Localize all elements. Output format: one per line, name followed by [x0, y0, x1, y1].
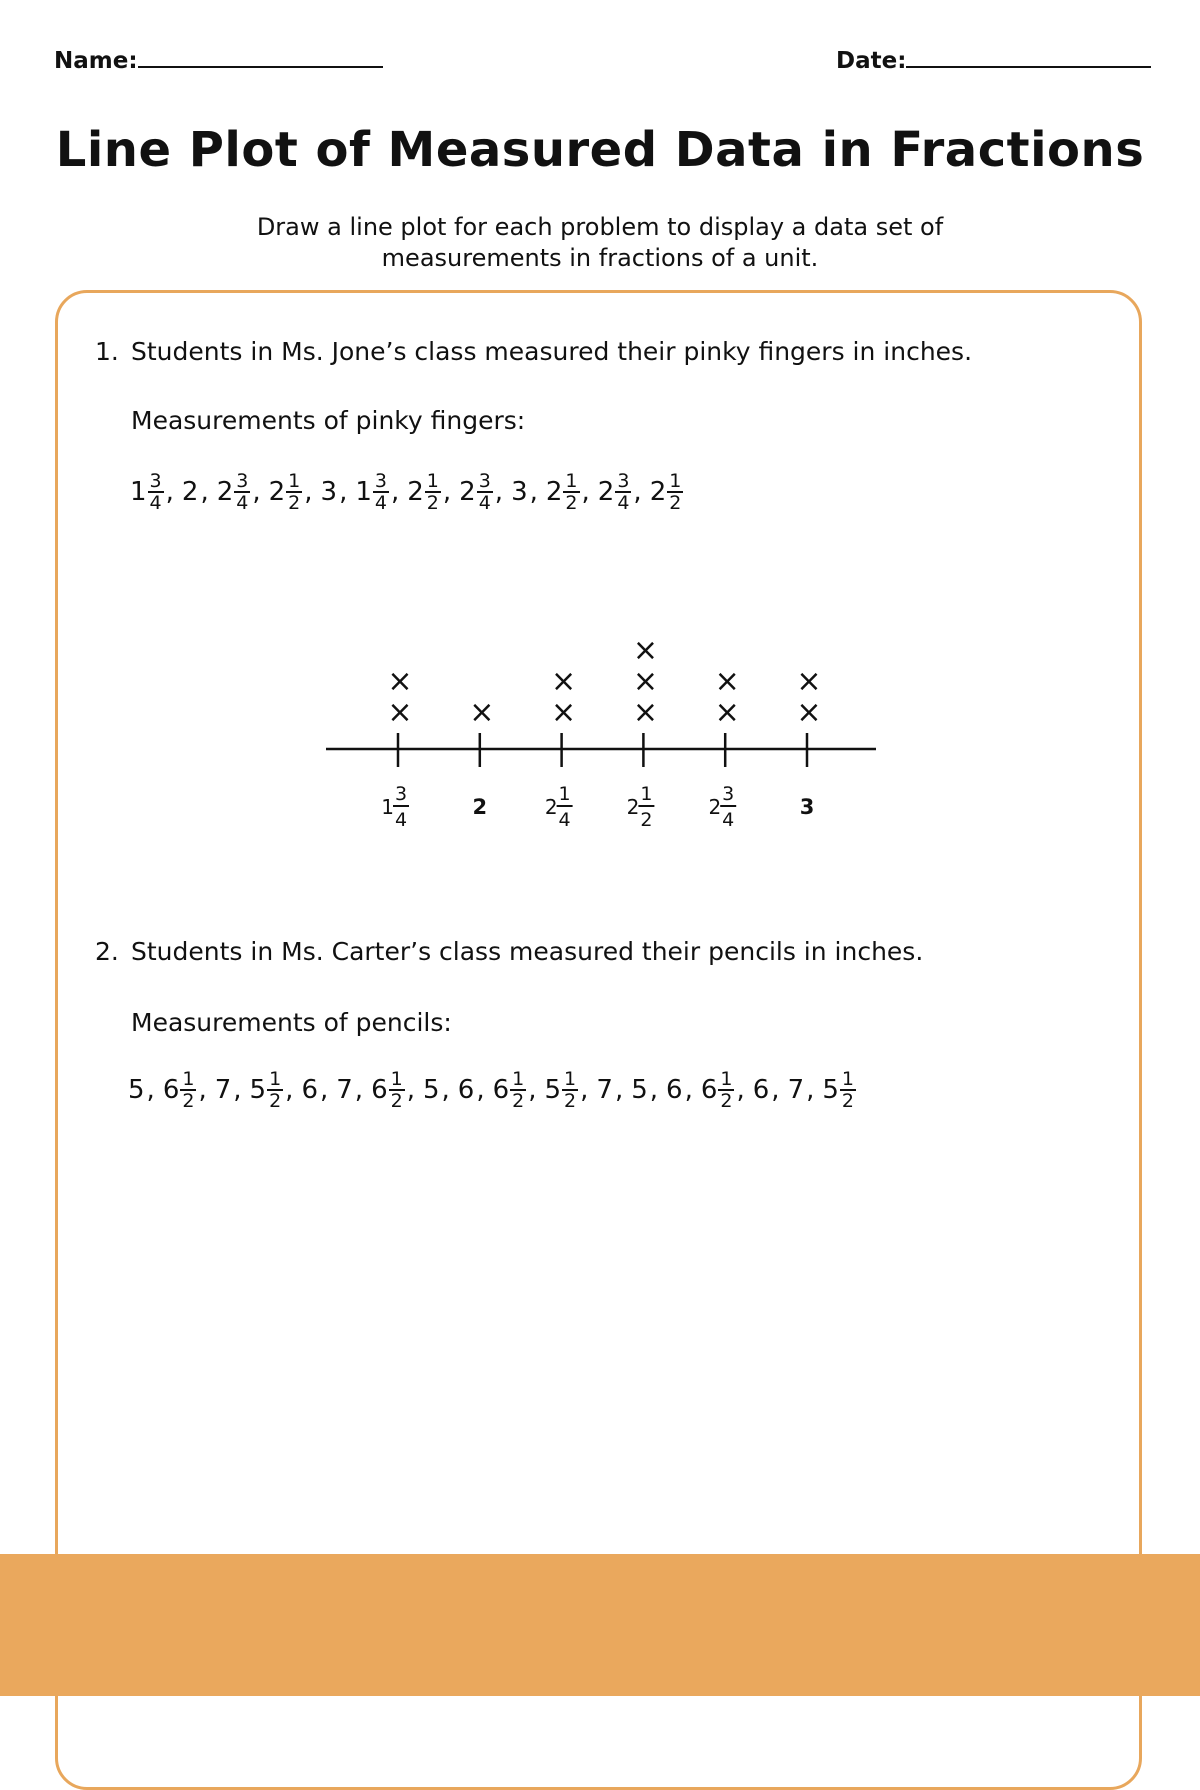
whole-number: 7 — [336, 1075, 353, 1105]
denominator: 2 — [669, 492, 682, 514]
measurement-value — [701, 1070, 735, 1110]
whole-number: 5 — [631, 1075, 648, 1105]
whole-number: 5 — [249, 1075, 267, 1105]
numerator: 3 — [149, 470, 162, 492]
denominator: 2 — [565, 492, 578, 514]
whole-number: 2 — [649, 477, 667, 507]
comma-separator: , — [494, 477, 504, 507]
problem-2-question — [95, 937, 923, 966]
comma-separator: , — [633, 477, 642, 507]
whole-number: 6 — [371, 1075, 388, 1105]
whole-number: 1 — [355, 477, 372, 507]
whole-number: 6 — [700, 1075, 718, 1105]
comma-separator: , — [390, 477, 400, 507]
whole-number: 3 — [511, 477, 528, 507]
measurement-value — [128, 1075, 145, 1105]
numerator: 1 — [288, 470, 301, 492]
plot-x-mark: × — [632, 633, 658, 668]
tick-numerator: 1 — [640, 783, 653, 805]
denominator: 4 — [374, 492, 387, 514]
numerator: 1 — [669, 470, 682, 492]
fraction — [562, 1070, 578, 1110]
measurement-value — [753, 1075, 770, 1105]
denominator: 4 — [478, 492, 491, 514]
measurement-value — [822, 1070, 856, 1110]
comma-separator: , — [736, 1075, 745, 1105]
comma-separator: , — [528, 1075, 537, 1105]
tick-whole: 2 — [472, 795, 488, 819]
page-title: Line Plot of Measured Data in Fractions — [55, 122, 1145, 178]
plot-marks — [381, 633, 821, 831]
tick-label — [381, 783, 409, 831]
tick-denominator: 4 — [722, 809, 735, 831]
measurement-value — [458, 1075, 475, 1105]
denominator: 2 — [390, 1090, 403, 1112]
fraction — [180, 1070, 196, 1110]
numerator: 1 — [720, 1068, 733, 1090]
comma-separator: , — [806, 1075, 815, 1105]
plot-x-mark: × — [387, 695, 413, 730]
tick-numerator: 1 — [558, 783, 571, 805]
name-label: Name: — [54, 48, 138, 74]
plot-x-mark: × — [796, 695, 822, 730]
measurement-value — [215, 1075, 232, 1105]
whole-number: 7 — [787, 1075, 805, 1105]
fraction — [267, 1070, 283, 1110]
numerator: 1 — [841, 1068, 855, 1090]
whole-number: 2 — [459, 477, 476, 507]
measurement-value — [250, 1070, 284, 1110]
denominator: 2 — [841, 1090, 855, 1112]
tick-numerator: 3 — [722, 783, 735, 805]
comma-separator: , — [684, 1075, 693, 1105]
tick-denominator: 4 — [558, 809, 571, 831]
tick-whole: 1 — [381, 795, 394, 819]
instructions-line-2: measurements in fractions of a unit. — [381, 244, 819, 272]
whole-number: 3 — [320, 477, 338, 507]
whole-number: 2 — [545, 477, 563, 507]
measurement-value — [545, 1070, 579, 1110]
whole-number: 1 — [130, 477, 147, 507]
problem-2-subtitle: Measurements of pencils: — [131, 1008, 452, 1037]
comma-separator: , — [198, 1075, 207, 1105]
comma-separator: , — [441, 1075, 450, 1105]
measurement-value — [423, 1075, 440, 1105]
comma-separator: , — [252, 477, 261, 507]
tick-label — [708, 783, 736, 831]
fraction — [510, 1070, 526, 1110]
measurement-value — [163, 1070, 197, 1110]
problem-1-subtitle: Measurements of pinky fingers: — [131, 406, 526, 435]
plot-x-mark: × — [632, 695, 658, 730]
comma-separator: , — [580, 1075, 589, 1105]
whole-number: 6 — [666, 1075, 683, 1105]
problem-1-text: Students in Ms. Jone’s class measured their pinky fingers in inches. — [131, 337, 973, 366]
tick-whole: 2 — [626, 795, 640, 819]
tick-numerator: 3 — [394, 783, 408, 805]
whole-number: 2 — [216, 477, 234, 507]
numerator: 1 — [269, 1068, 282, 1090]
numerator: 1 — [564, 1068, 577, 1090]
plot-x-mark: × — [469, 695, 495, 730]
fraction — [840, 1070, 856, 1110]
measurement-value — [596, 1075, 613, 1105]
comma-separator: , — [442, 477, 452, 507]
whole-number: 6 — [457, 1075, 475, 1105]
numerator: 3 — [236, 470, 249, 492]
measurement-value — [301, 1075, 318, 1105]
measurement-value — [631, 1075, 648, 1105]
whole-number: 5 — [544, 1075, 562, 1105]
problem-2-text: Students in Ms. Carter’s class measured their pencils in inches. — [131, 937, 924, 966]
whole-number: 5 — [822, 1075, 839, 1105]
numerator: 1 — [565, 470, 578, 492]
comma-separator: , — [406, 1075, 415, 1105]
comma-separator: , — [304, 477, 313, 507]
measurement-value — [336, 1075, 353, 1105]
measurement-value — [788, 1075, 805, 1105]
date-label: Date: — [836, 48, 907, 74]
tick-whole: 3 — [799, 795, 815, 819]
measurement-value — [666, 1075, 683, 1105]
whole-number: 6 — [752, 1075, 770, 1105]
numerator: 1 — [390, 1068, 403, 1090]
denominator: 2 — [288, 492, 301, 514]
whole-number: 6 — [301, 1075, 318, 1105]
numerator: 1 — [512, 1068, 525, 1090]
comma-separator: , — [339, 477, 348, 507]
comma-separator: , — [614, 1075, 624, 1105]
numerator: 3 — [617, 470, 630, 492]
fraction — [389, 1070, 405, 1110]
denominator: 2 — [269, 1090, 282, 1112]
comma-separator: , — [649, 1075, 659, 1105]
numerator: 1 — [182, 1068, 195, 1090]
numerator: 3 — [374, 470, 387, 492]
whole-number: 5 — [128, 1075, 145, 1105]
comma-separator: , — [146, 1075, 155, 1105]
denominator: 4 — [236, 492, 249, 514]
comma-separator: , — [319, 1075, 329, 1105]
measurement-value — [493, 1070, 527, 1110]
whole-number: 6 — [492, 1075, 510, 1105]
measurement-value — [371, 1070, 405, 1110]
whole-number: 2 — [181, 477, 199, 507]
denominator: 2 — [564, 1090, 577, 1112]
problem-2-number: 2. — [95, 937, 119, 966]
tick-denominator: 2 — [640, 809, 653, 831]
denominator: 2 — [182, 1090, 195, 1112]
tick-label — [472, 795, 487, 819]
denominator: 2 — [512, 1090, 525, 1112]
tick-whole: 2 — [544, 795, 558, 819]
denominator: 4 — [617, 492, 630, 514]
comma-separator: , — [165, 477, 174, 507]
denominator: 2 — [426, 492, 439, 514]
plot-x-mark: × — [387, 664, 413, 699]
problem-1-number: 1. — [95, 337, 119, 366]
tick-label — [627, 783, 655, 831]
comma-separator: , — [581, 477, 590, 507]
plot-x-mark: × — [551, 664, 577, 699]
comma-separator: , — [200, 477, 209, 507]
comma-separator: , — [771, 1075, 780, 1105]
denominator: 2 — [720, 1090, 733, 1112]
whole-number: 2 — [597, 477, 615, 507]
plot-x-mark: × — [796, 664, 822, 699]
denominator: 4 — [149, 492, 162, 514]
tick-label — [800, 795, 815, 819]
problem-2-measurements — [128, 1070, 856, 1110]
numerator: 3 — [478, 470, 491, 492]
whole-number: 2 — [268, 477, 286, 507]
tick-label — [545, 783, 573, 831]
tick-whole: 2 — [708, 795, 722, 819]
instructions-line-1: Draw a line plot for each problem to display a data set of — [256, 213, 944, 241]
comma-separator: , — [476, 1075, 485, 1105]
whole-number: 6 — [162, 1075, 180, 1105]
comma-separator: , — [354, 1075, 364, 1105]
whole-number: 5 — [422, 1075, 440, 1105]
comma-separator: , — [233, 1075, 242, 1105]
comma-separator: , — [529, 477, 538, 507]
comma-separator: , — [285, 1075, 294, 1105]
whole-number: 2 — [407, 477, 424, 507]
plot-x-mark: × — [714, 695, 740, 730]
plot-x-mark: × — [632, 664, 658, 699]
plot-x-mark: × — [714, 664, 740, 699]
plot-x-mark: × — [551, 695, 577, 730]
whole-number: 7 — [596, 1075, 613, 1105]
fraction — [718, 1070, 734, 1110]
numerator: 1 — [426, 470, 439, 492]
whole-number: 7 — [214, 1075, 232, 1105]
footer-band — [0, 1554, 1200, 1696]
tick-denominator: 4 — [394, 809, 408, 831]
